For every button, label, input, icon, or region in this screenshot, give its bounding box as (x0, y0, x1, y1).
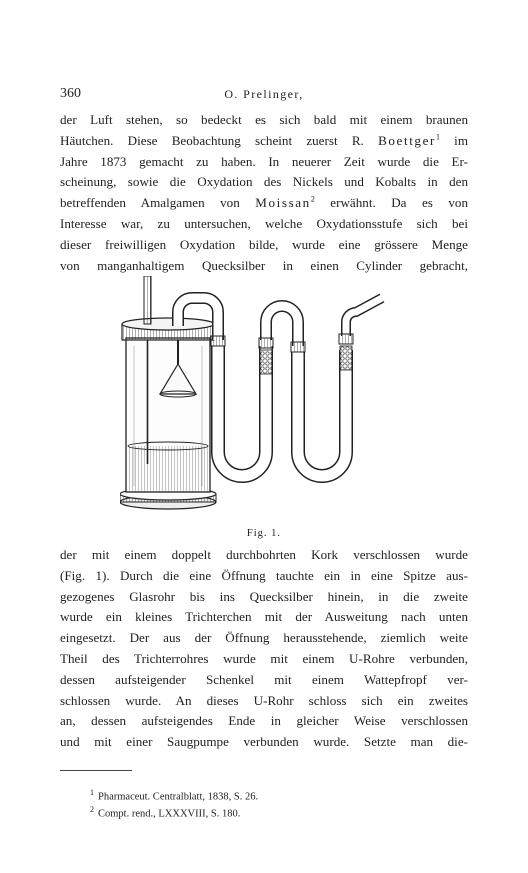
text-line: gezogenes Glasrohr bis ins Quecksilber hinein, in die zweite (60, 588, 468, 604)
text-line: betreffenden Amalgamen von Moissan$^2$ erwähnt. Da es von (60, 194, 468, 211)
text-line: der Luft stehen, so bedeckt es sich bald mit einem braunen (60, 112, 468, 127)
footnote-text: Compt. rend., LXXXVIII, S. 180. (98, 808, 241, 820)
author-name-boettger: Boettger (378, 132, 436, 148)
text-line: von manganhaltigem Quecksilber in einen Cylinder gebracht, (60, 257, 468, 273)
cotton-wool-plugs (260, 346, 352, 374)
top-paragraph (60, 110, 468, 276)
footnote-1 (90, 784, 258, 801)
text-line: Interesse war, zu untersuchen, welche Oxydationsstufe sich bei (60, 215, 468, 231)
text-line: Jahre 1873 gemacht zu haben. In neuerer Zeit wurde die Er- (60, 153, 468, 169)
text-line: Häutchen. Diese Beobachtung scheint zuerst R. Boettger$^1$ im (60, 132, 469, 148)
text-line: der mit einem doppelt durchbohrten Kork verschlossen wurde (60, 547, 468, 562)
apparatus-illustration (120, 276, 430, 521)
text-line: wurde ein kleines Trichterchen mit der Ausweitung nach unten (60, 609, 468, 625)
footnote-mark: 1 (90, 788, 94, 797)
footnote-ref: 2 (310, 194, 315, 204)
footnotes (90, 784, 258, 818)
text-line: Theil des Trichterrohres wurde mit einem U-Rohre verbunden, (60, 650, 468, 666)
cork-stopper (122, 318, 214, 340)
text-line: und mit einer Saugpumpe verbunden wurde. Setzte man die- (60, 734, 468, 750)
footnote-ref: 1 (435, 132, 440, 142)
page-number: 360 (60, 86, 81, 101)
text-line: an, dessen aufsteigendes Ende in gleicher Weise verschlossen (60, 713, 468, 729)
rubber-connectors (211, 334, 353, 352)
text-line: (Fig. 1). Durch die eine Öffnung tauchte ein in eine Spitze aus- (60, 567, 468, 583)
glass-cylinder (126, 338, 210, 492)
running-head: O. Prelinger, (224, 87, 304, 101)
bottom-paragraph (60, 545, 468, 753)
page-header (60, 86, 468, 104)
footnote-divider (60, 770, 132, 771)
text-line: schlossen wurde. An dieses U-Rohr schloss sich ein zweites (60, 692, 468, 708)
text-line: scheinung, sowie die Oxydation des Nickels und Kobalts in den (60, 174, 468, 190)
figure-caption: Fig. 1. (246, 528, 282, 539)
text-line: dessen aufsteigender Schenkel mit einem Wattepfropf ver- (60, 671, 468, 687)
text-line: eingesetzt. Der aus der Öffnung herausstehende, ziemlich weite (60, 630, 468, 646)
text-line: dieser freiwilligen Oxydation bilde, wurde eine grössere Menge (60, 236, 468, 252)
footnote-2 (90, 801, 258, 818)
footnote-text: Pharmaceut. Centralblatt, 1838, S. 26. (98, 791, 259, 803)
footnote-mark: 2 (90, 805, 94, 814)
author-name-moissan: Moissan (255, 195, 311, 211)
